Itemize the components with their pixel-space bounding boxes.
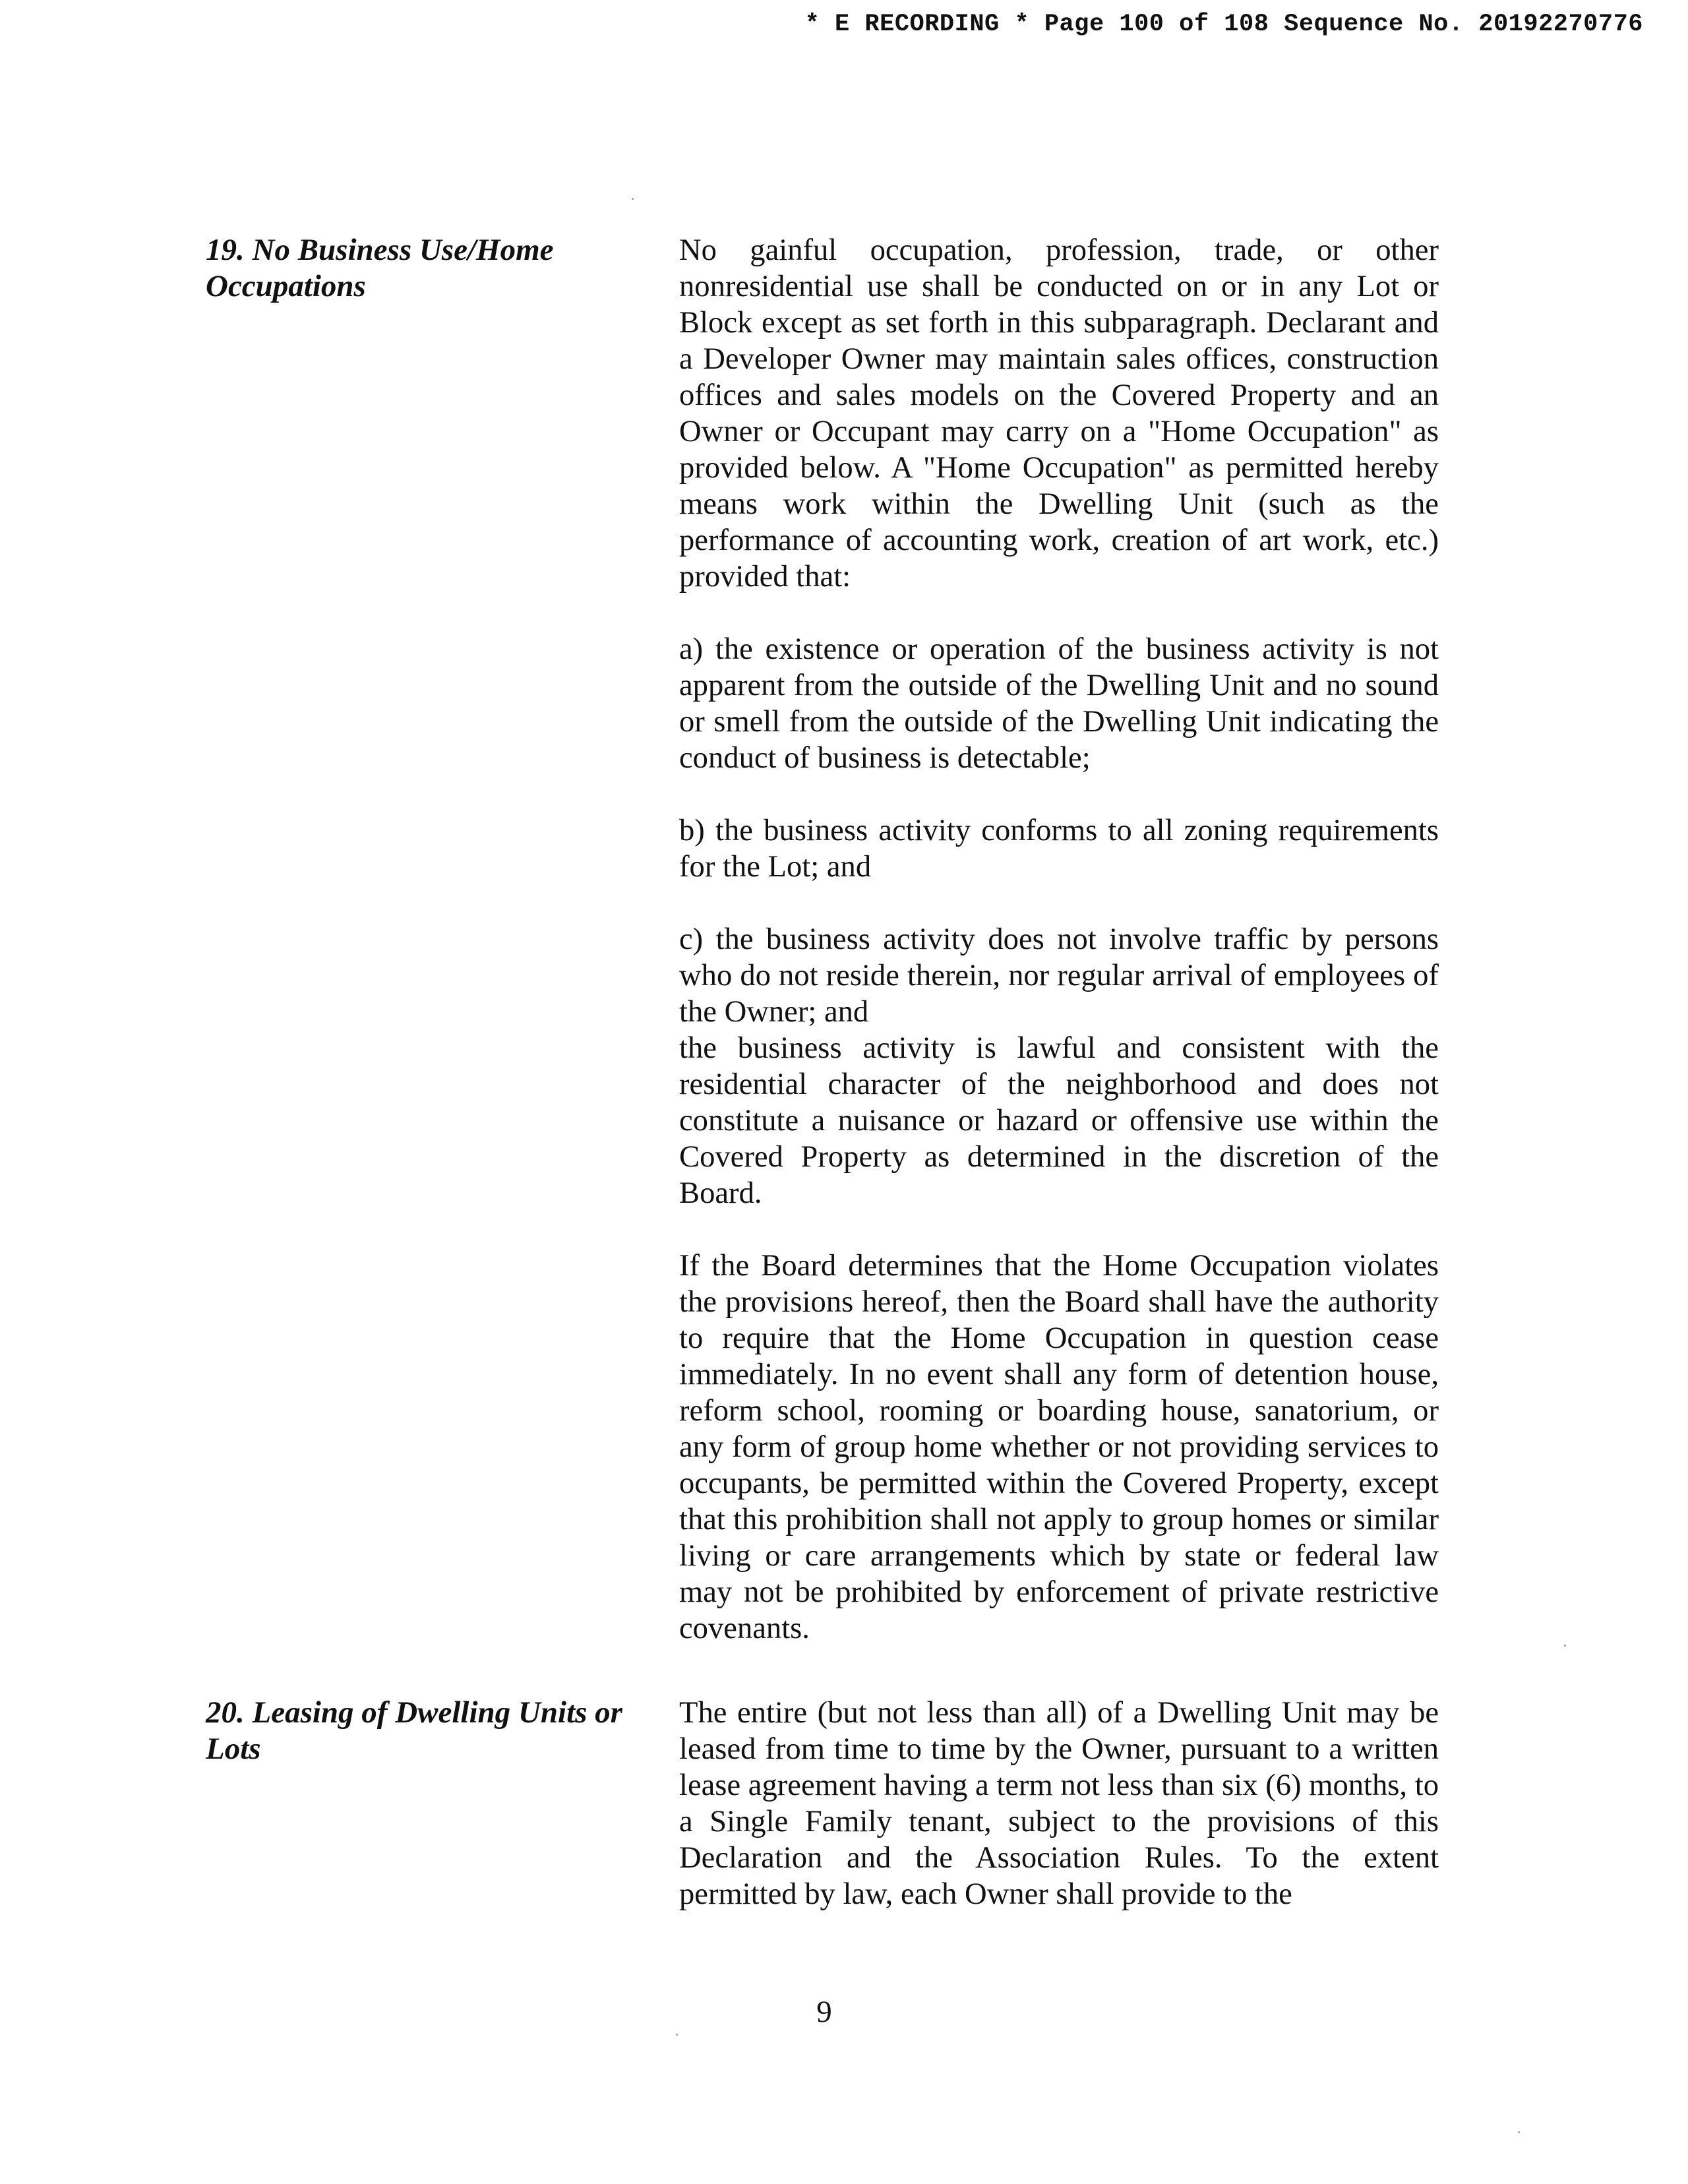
section-title: 20. Leasing of Dwelling Units or Lots	[206, 1695, 622, 1766]
scan-speck	[676, 2034, 678, 2036]
scan-speck	[1564, 1645, 1566, 1647]
paragraph-board-authority: If the Board determines that the Home Occupation violates the provisions hereof, then the Board shall have the authority to require that the Home Occupation in question cease immediately. In no event shall any form of detention house, reform school, rooming or boarding house, sanatorium, or any form of group home whether or not providing services to occupants, be permitted within the Covered Property, except that this prohibition shall not apply to group homes or similar living or care arrangements which by state or federal law may not be prohibited by enforcement of private restrictive covenants.	[679, 1248, 1439, 1645]
recording-header: * E RECORDING * Page 100 of 108 Sequence No. 20192270776	[804, 11, 1643, 38]
page-number: 9	[816, 1995, 832, 2029]
section-body	[679, 1695, 1439, 1912]
paragraph-condition-c: c) the business activity does not involve traffic by persons who do not reside therein, nor regular arrival of employees of the Owner; and	[679, 922, 1439, 1029]
paragraph-leasing: The entire (but not less than all) of a Dwelling Unit may be leased from time to time by the Owner, pursuant to a written lease agreement having a term not less than six (6) months, to a Single Family tenant, subject to the provisions of this Declaration and the Association Rules. To the extent permitted by law, each Owner shall provide to the	[679, 1695, 1439, 1911]
scan-speck	[1518, 2131, 1520, 2133]
paragraph-intro: No gainful occupation, profession, trade, or other nonresidential use shall be conducted on or in any Lot or Block except as set forth in this subparagraph. Declarant and a Developer Owner may maintain sales offices, construction offices and sales models on the Covered Property and an Owner or Occupant may carry on a "Home Occupation" as provided below. A "Home Occupation" as permitted hereby means work within the Dwelling Unit (such as the performance of accounting work, creation of art work, etc.) provided that:	[679, 233, 1439, 593]
scan-speck	[632, 198, 634, 200]
paragraph-condition-a: a) the existence or operation of the business activity is not apparent from the outside of the Dwelling Unit and no sound or smell from the outside of the Dwelling Unit indicating the conduct of business is detectable;	[679, 632, 1439, 775]
paragraph-lawful-use: the business activity is lawful and consistent with the residential character of the neighborhood and does not constitute a nuisance or hazard or offensive use within the Covered Property as determined in the discretion of the Board.	[679, 1031, 1439, 1210]
section-title: 19. No Business Use/Home Occupations	[206, 233, 554, 303]
section-body	[679, 232, 1439, 1647]
paragraph-condition-b: b) the business activity conforms to all zoning requirements for the Lot; and	[679, 813, 1439, 884]
